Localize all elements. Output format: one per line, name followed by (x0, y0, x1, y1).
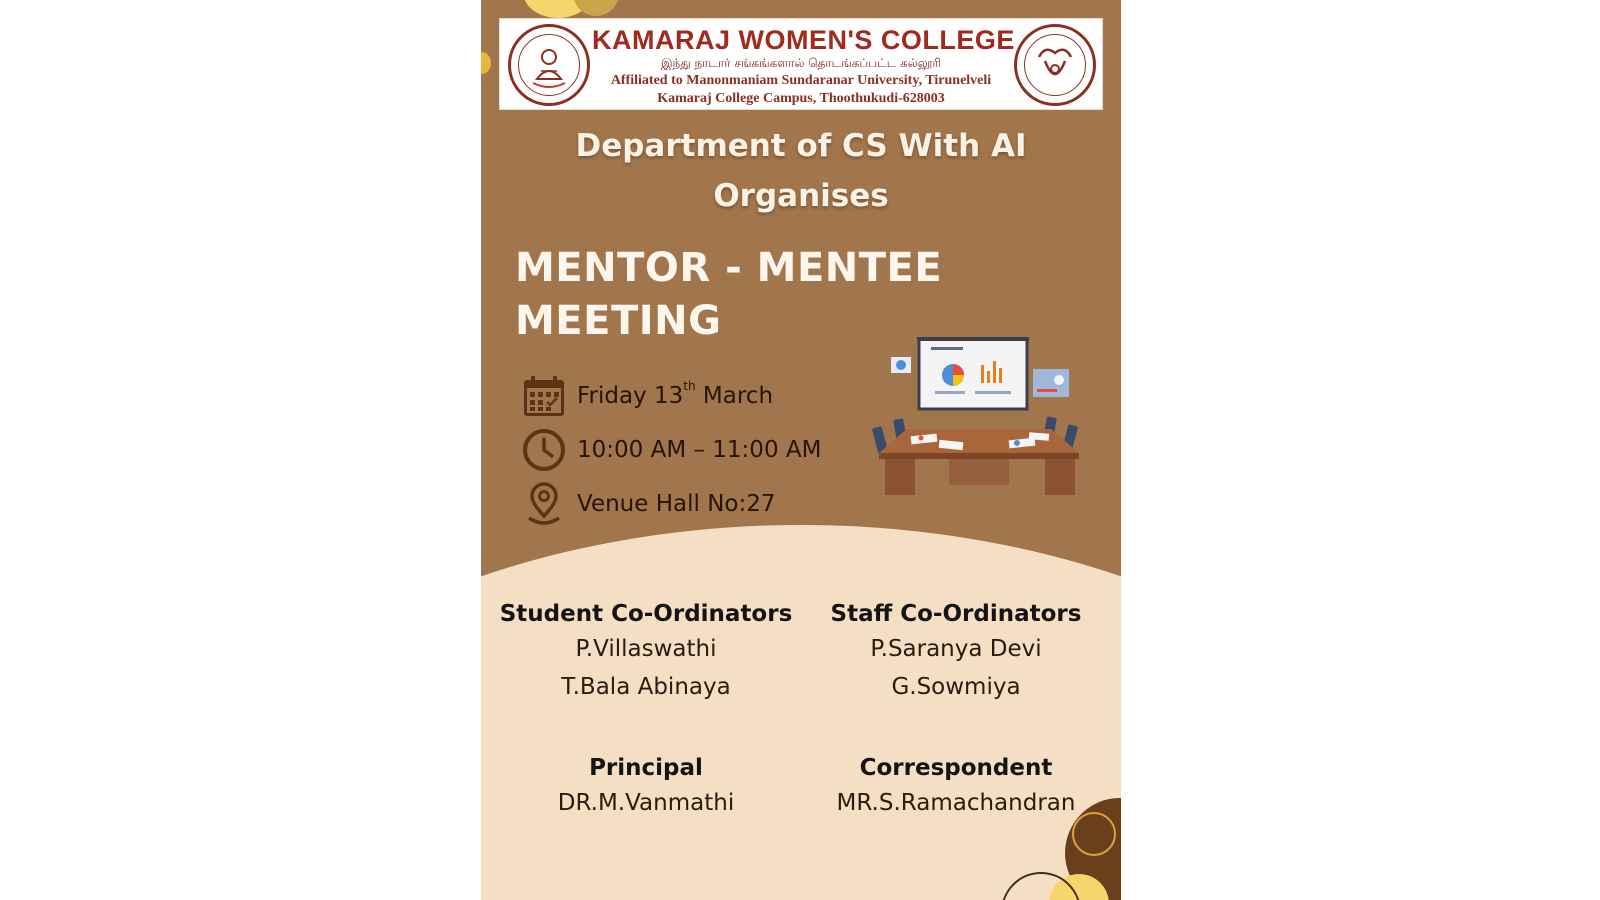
lower-cream-section (481, 525, 1121, 900)
event-time-row (521, 428, 821, 472)
clock-icon (521, 428, 567, 472)
calendar-icon (521, 374, 567, 418)
staff-coordinator-name: G.Sowmiya (891, 674, 1021, 700)
event-date-month: March (695, 383, 774, 409)
meeting-room-illustration (869, 335, 1089, 505)
college-seal-right-icon (1014, 24, 1096, 106)
student-coordinator-name: P.Villaswathi (575, 636, 717, 662)
organiser-department: Department of CS With AI (575, 128, 1027, 164)
event-date-suffix: th (683, 379, 696, 393)
college-seal-left-icon (508, 24, 590, 106)
student-coordinators (481, 598, 811, 706)
event-venue: Venue Hall No:27 (577, 491, 776, 517)
event-venue-row (521, 482, 776, 526)
decor-left-dot (481, 52, 491, 74)
principal-block (481, 752, 811, 822)
college-affiliation: Affiliated to Manonmaniam Sundaranar University, Tirunelveli (610, 73, 992, 88)
event-date-day: Friday 13 (577, 383, 684, 409)
student-coordinators-heading: Student Co-Ordinators (499, 601, 793, 627)
principal-name: DR.M.Vanmathi (557, 790, 735, 816)
staff-coordinator-name: P.Saranya Devi (870, 636, 1042, 662)
decor-bottom-ring (1072, 812, 1116, 856)
staff-coordinators (791, 598, 1121, 706)
principal-heading: Principal (589, 755, 703, 781)
staff-coordinators-heading: Staff Co-Ordinators (830, 601, 1082, 627)
student-coordinator-name: T.Bala Abinaya (561, 674, 731, 700)
decor-top-blob-2 (573, 0, 619, 16)
event-date-row (521, 374, 773, 418)
correspondent-heading: Correspondent (859, 755, 1053, 781)
event-title-line-1: MENTOR - MENTEE (515, 245, 943, 291)
correspondent-block (791, 752, 1121, 822)
college-name: KAMARAJ WOMEN'S COLLEGE (592, 25, 1015, 55)
college-header-banner (499, 18, 1103, 110)
correspondent-name: MR.S.Ramachandran (836, 790, 1076, 816)
location-pin-icon (521, 482, 567, 526)
event-time: 10:00 AM – 11:00 AM (577, 437, 822, 463)
college-tamil-tagline: இந்து நாடார் சங்கங்களால் தொடங்கப்பட்ட கல்லூரி (660, 56, 942, 70)
event-poster (481, 0, 1121, 900)
event-title-line-2: MEETING (515, 298, 722, 344)
college-campus-address: Kamaraj College Campus, Thoothukudi-628003 (657, 91, 945, 106)
organiser-verb: Organises (713, 178, 889, 214)
